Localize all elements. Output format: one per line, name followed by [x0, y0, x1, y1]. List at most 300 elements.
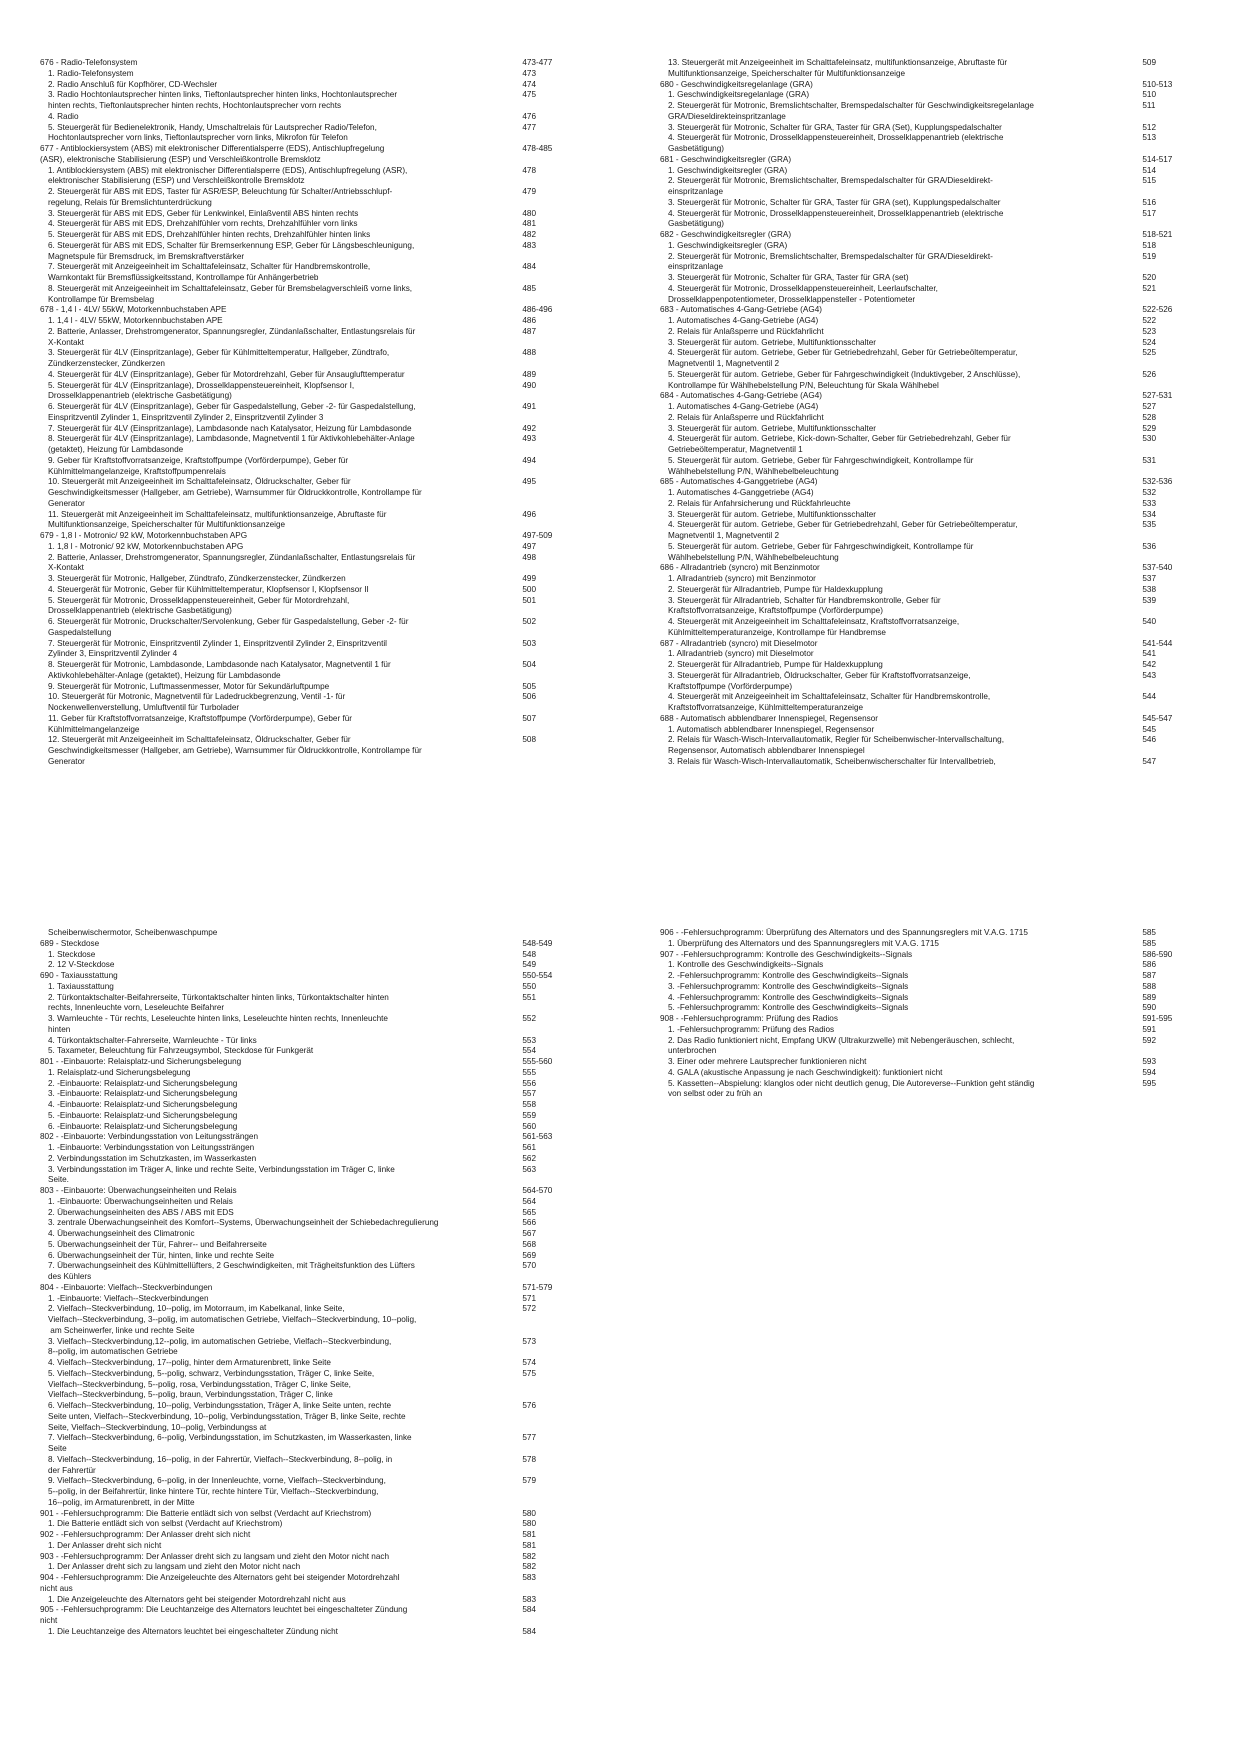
entry-page-range: 561-563 — [522, 1132, 553, 1142]
entry-page-range: 573 — [522, 1336, 537, 1346]
entry-title: 4. Vielfach--Steckverbindung, 17--polig, hinter dem Armaturenbrett, linke Seite — [48, 1358, 331, 1367]
entry-title: 9. Geber für Kraftstoffvorratsanzeige, Kraftstoffpumpe (Vorförderpumpe), Geber für Kühlmittelmangelanzeige, Kraftstoffpumpenrelais — [48, 455, 349, 476]
index-sub-entry — [40, 639, 580, 661]
entry-title: 2. Verbindungsstation im Schutzkasten, im Wasserkasten — [48, 1153, 257, 1163]
index-sub-entry — [40, 982, 580, 993]
entry-page-range: 571-579 — [522, 1282, 553, 1292]
entry-page-range: 531 — [1142, 455, 1157, 465]
entry-title: 2. Das Radio funktioniert nicht, Empfang UKW (Ultrakurzwelle) mit Nebengeräuschen, schlecht, unterbrochen — [668, 1035, 1015, 1056]
index-sub-entry — [40, 80, 580, 91]
entry-page-range: 574 — [522, 1358, 537, 1367]
index-sub-entry — [40, 1562, 580, 1573]
entry-title: 2. Steuergerät für Motronic, Bremslichtschalter, Bremspedalschalter für Geschwindigkeitsregelanlage GRA/Dieseldirekteinspritzanlage — [668, 101, 1034, 121]
entry-page-range: 556 — [522, 1078, 537, 1088]
entry-title: 3. Verbindungsstation im Träger A, linke und rechte Seite, Verbindungsstation im Träger C, linke Seite. — [48, 1164, 395, 1185]
entry-page-range: 477 — [522, 122, 537, 132]
entry-title: 3. -Einbauorte: Relaisplatz-und Sicherungsbelegung — [48, 1089, 238, 1099]
entry-title: 2. -Fehlersuchprogramm: Kontrolle des Geschwindigkeits--Signals — [668, 971, 909, 980]
entry-title: 903 - -Fehlersuchprogramm: Der Anlasser dreht sich zu langsam und zieht den Motor nicht nach — [40, 1551, 390, 1561]
entry-title: 2. -Einbauorte: Relaisplatz-und Sicherungsbelegung — [48, 1078, 238, 1088]
entry-title: 2. Batterie, Anlasser, Drehstromgenerator, Spannungsregler, Zündanlaßschalter, Entlastungsrelais für X-Kontakt — [48, 326, 416, 347]
entry-page-range: 488 — [522, 348, 537, 358]
index-sub-entry — [660, 348, 1200, 370]
entry-page-range: 542 — [1142, 660, 1157, 669]
entry-page-range: 579 — [522, 1476, 537, 1486]
entry-title: 4. GALA (akustische Anpassung je nach Geschwindigkeit): funktioniert nicht — [668, 1067, 943, 1077]
index-sub-entry — [40, 370, 580, 381]
index-sub-entry — [40, 1519, 580, 1530]
entry-title: 3. Steuergerät für ABS mit EDS, Geber für Lenkwinkel, Einlaßventil ABS hinten rechts — [48, 208, 359, 218]
index-sub-entry — [660, 413, 1200, 424]
index-sub-entry — [40, 1079, 580, 1090]
entry-title: 5. Taxameter, Beleuchtung für Fahrzeugsymbol, Steckdose für Funkgerät — [48, 1046, 314, 1056]
entry-page-range: 522 — [1142, 316, 1157, 325]
entry-page-range: 586 — [1142, 960, 1157, 970]
entry-page-range: 575 — [522, 1368, 537, 1378]
entry-title: 4. Türkontaktschalter-Fahrerseite, Warnleuchte - Tür links — [48, 1035, 257, 1045]
entry-page-range: 484 — [522, 262, 537, 272]
entry-title: 5. Überwachungseinheit der Tür, Fahrer-- und Beifahrerseite — [48, 1239, 267, 1249]
entry-title: 1. Der Anlasser dreht sich zu langsam und zieht den Motor nicht nach — [48, 1562, 301, 1572]
index-sub-entry — [40, 402, 580, 424]
entry-page-range: 514-517 — [1142, 154, 1173, 164]
index-section-entry — [40, 144, 580, 166]
index-sub-entry — [660, 402, 1200, 413]
index-sub-entry — [660, 542, 1200, 564]
entry-title: 1. Automatisches 4-Ganggetriebe (AG4) — [668, 488, 814, 497]
entry-page-range: 586-590 — [1142, 949, 1173, 959]
entry-page-range: 529 — [1142, 423, 1157, 433]
entry-page-range: 584 — [522, 1605, 536, 1615]
index-section-entry — [660, 477, 1200, 488]
entry-page-range: 532-536 — [1142, 477, 1173, 487]
index-section-entry — [40, 1573, 580, 1595]
index-sub-entry — [40, 1229, 580, 1240]
entry-title: 1. 1,4 l - 4LV/ 55kW, Motorkennbuchstaben APE — [48, 316, 223, 325]
index-section-entry — [660, 391, 1200, 402]
index-sub-entry — [660, 1025, 1200, 1036]
entry-title: 2. Relais für Anlaßsperre und Rückfahrlicht — [668, 412, 824, 422]
entry-page-range: 494 — [522, 455, 537, 465]
entry-title: 1. Überprüfung des Alternators und des Spannungsreglers mit V.A.G. 1715 — [668, 938, 939, 948]
entry-title: 686 - Allradantrieb (syncro) mit Benzinmotor — [660, 563, 820, 573]
index-sub-entry — [660, 692, 1200, 714]
entry-page-range: 528 — [1142, 412, 1157, 422]
entry-title: 685 - Automatisches 4-Ganggetriebe (AG4) — [660, 477, 818, 487]
entry-page-range: 591-595 — [1142, 1014, 1173, 1023]
entry-title: 4. Radio — [48, 111, 79, 121]
entry-page-range: 580 — [522, 1508, 536, 1518]
entry-title: 4. -Einbauorte: Relaisplatz-und Sicherungsbelegung — [48, 1100, 238, 1109]
entry-page-range: 535 — [1142, 520, 1157, 530]
entry-page-range: 493 — [522, 434, 537, 444]
entry-title: 2. Relais für Wasch-Wisch-Intervallautomatik, Regler für Scheibenwischer-Intervallschaltung, Regensensor, Automatisch abblendbarer Innenspiegel — [668, 735, 1004, 755]
index-sub-entry — [660, 1057, 1200, 1068]
index-sub-entry — [660, 58, 1200, 80]
entry-page-range: 482 — [522, 230, 537, 239]
entry-page-range: 536 — [1142, 541, 1157, 551]
entry-title: 3. Radio Hochtonlautsprecher hinten links, Tieftonlautsprecher hinten links, Hochtonlautsprecher hinten rechts, Tieftonlautsprecher hinten rechts, Hochtonlautsprecher vorn rechts — [48, 90, 398, 110]
entry-title: 3. Steuergerät für Allradantrieb, Öldruckschalter, Geber für Kraftstoffvorratsanzeige, Kraftstoffpumpe (Vorförderpumpe) — [668, 670, 971, 691]
index-sub-entry — [660, 520, 1200, 542]
entry-title: 906 - -Fehlersuchprogramm: Überprüfung des Alternators und des Spannungsreglers mit V.A.G. 1715 — [660, 928, 1028, 937]
index-sub-entry — [40, 1143, 580, 1154]
entry-page-range: 568 — [522, 1239, 537, 1249]
entry-page-range: 525 — [1142, 348, 1157, 358]
index-section-entry — [660, 928, 1200, 939]
entry-title: 3. zentrale Überwachungseinheit des Komfort--Systems, Überwachungseinheit der Schiebedachregulierung — [48, 1218, 439, 1228]
entry-title: 4. Steuergerät mit Anzeigeeinheit im Schalttafeleinsatz, Kraftstoffvorratsanzeige, Kühlmitteltemperaturanzeige, Kontrollampe für Handbremse — [668, 617, 960, 637]
index-sub-entry — [660, 1036, 1200, 1058]
index-sub-entry — [40, 456, 580, 478]
entry-title: 3. Steuergerät für autom. Getriebe, Multifunktionsschalter — [668, 337, 876, 347]
index-section-entry — [660, 305, 1200, 316]
entry-title: 10. Steuergerät mit Anzeigeeinheit im Schalttafeleinsatz, Öldruckschalter, Geber für Geschwindigkeitsmesser (Hallgeber, am Getriebe), Warnsummer für Öldruckkontrolle, Kontrollampe für Generator — [48, 477, 422, 508]
entry-title: 11. Geber für Kraftstoffvorratsanzeige, Kraftstoffpumpe (Vorförderpumpe), Geber für Kühlmittelmangelanzeige — [48, 713, 352, 734]
entry-page-range: 538 — [1142, 584, 1157, 594]
index-sub-entry — [660, 660, 1200, 671]
index-sub-entry — [40, 960, 580, 971]
entry-title: 8. Vielfach--Steckverbindung, 16--polig, in der Fahrertür, Vielfach--Steckverbindung, 8--polig, in der Fahrertür — [48, 1454, 393, 1475]
index-section-entry — [40, 58, 580, 69]
entry-page-range: 476 — [522, 111, 537, 121]
entry-page-range: 502 — [522, 617, 537, 626]
entry-page-range: 497 — [522, 541, 537, 551]
index-sub-entry — [40, 692, 580, 714]
entry-page-range: 474 — [522, 79, 537, 89]
entry-title: 8. Steuergerät für 4LV (Einspritzanlage), Lambdasonde, Magnetventil 1 für Aktivkohlebehälter-Anlage (getaktet), Heizung für Lambdasonde — [48, 434, 415, 454]
entry-page-range: 513 — [1142, 133, 1157, 143]
entry-page-range: 499 — [522, 574, 537, 583]
entry-page-range: 522-526 — [1142, 305, 1173, 315]
index-sub-entry — [660, 456, 1200, 478]
entry-title: 4. -Fehlersuchprogramm: Kontrolle des Geschwindigkeits--Signals — [668, 992, 909, 1002]
entry-page-range: 564-570 — [522, 1186, 553, 1195]
index-sub-entry — [40, 1036, 580, 1047]
entry-page-range: 500 — [522, 584, 537, 594]
entry-page-range: 540 — [1142, 617, 1157, 626]
entry-title: 1. Automatisches 4-Gang-Getriebe (AG4) — [668, 316, 819, 325]
index-sub-entry — [660, 370, 1200, 392]
entry-title: 7. Überwachungseinheit des Kühlmittellüfters, 2 Geschwindigkeiten, mit Trägheitsfunktion des Lüfters des Kühlers — [48, 1261, 415, 1281]
entry-title: 2. Relais für Anfahrsicherung und Rückfahrleuchte — [668, 498, 851, 508]
index-sub-entry — [660, 982, 1200, 993]
entry-page-range: 496 — [522, 509, 537, 519]
index-sub-entry — [40, 993, 580, 1015]
entry-title: 3. Steuergerät für autom. Getriebe, Multifunktionsschalter — [668, 423, 876, 433]
entry-title: 3. Relais für Wasch-Wisch-Intervallautomatik, Scheibenwischerschalter für Intervallbetrieb, — [668, 756, 996, 766]
top-right-column — [660, 58, 1200, 768]
entry-page-range: 569 — [522, 1250, 537, 1260]
entry-title: 1. Geschwindigkeitsregler (GRA) — [668, 165, 788, 175]
index-sub-entry — [40, 230, 580, 241]
entry-page-range: 562 — [522, 1153, 537, 1163]
index-sub-entry — [40, 1401, 580, 1433]
entry-page-range: 548 — [522, 949, 537, 959]
index-sub-entry — [40, 187, 580, 209]
index-sub-entry — [660, 939, 1200, 950]
entry-page-range: 581 — [522, 1530, 536, 1539]
entry-page-range: 585 — [1142, 928, 1156, 937]
entry-page-range: 514 — [1142, 165, 1157, 175]
entry-page-range: 578 — [522, 1454, 537, 1464]
entry-title: 1. Die Anzeigeleuchte des Alternators geht bei steigender Motordrehzahl nicht aus — [48, 1594, 346, 1604]
index-sub-entry — [40, 123, 580, 145]
entry-page-range: 572 — [522, 1304, 537, 1314]
entry-title: 681 - Geschwindigkeitsregler (GRA) — [660, 154, 792, 164]
entry-page-range: 546 — [1142, 735, 1157, 745]
index-sub-entry — [40, 1541, 580, 1552]
entry-title: 13. Steuergerät mit Anzeigeeinheit im Schalttafeleinsatz, multifunktionsanzeige, Abruftaste für Multifunktionsanzeige, Speicherschalter für Multifunktionsanzeige — [668, 58, 1008, 78]
index-sub-entry — [40, 1304, 580, 1336]
entry-page-range: 503 — [522, 638, 537, 648]
entry-page-range: 576 — [522, 1401, 537, 1410]
entry-page-range: 558 — [522, 1100, 537, 1109]
entry-title: 4. Steuergerät für autom. Getriebe, Kick-down-Schalter, Geber für Getriebedrehzahl, Geber für Getriebeöltemperatur, Magnetventil 1 — [668, 434, 1011, 454]
index-sub-entry — [660, 510, 1200, 521]
entry-page-range: 581 — [522, 1540, 537, 1550]
entry-title: 5. -Einbauorte: Relaisplatz-und Sicherungsbelegung — [48, 1110, 238, 1120]
index-sub-entry — [660, 671, 1200, 693]
index-sub-entry — [40, 316, 580, 327]
index-sub-entry — [40, 1595, 580, 1606]
entry-title: 6. Steuergerät für 4LV (Einspritzanlage), Geber für Gaspedalstellung, Geber -2- für Gaspedalstellung, Einspritzventil Zylinder 1, Einspritzventil Zylinder 2, Einspritzventil Zylinder 3 — [48, 402, 416, 422]
entry-page-range: 521 — [1142, 283, 1157, 293]
entry-title: 683 - Automatisches 4-Gang-Getriebe (AG4) — [660, 305, 823, 315]
entry-title: 1. Allradantrieb (syncro) mit Benzinmotor — [668, 574, 816, 583]
entry-page-range: 561 — [522, 1143, 537, 1152]
entry-title: 688 - Automatisch abblendbarer Innenspiegel, Regensensor — [660, 713, 879, 723]
entry-title: 905 - -Fehlersuchprogramm: Die Leuchtanzeige des Alternators leuchtet bei eingeschalteter Zündung nicht — [40, 1605, 408, 1625]
entry-page-range: 560 — [522, 1121, 537, 1131]
entry-page-range: 551 — [522, 992, 537, 1002]
entry-title: 1. Automatisch abblendbarer Innenspiegel, Regensensor — [668, 724, 875, 734]
entry-page-range: 530 — [1142, 434, 1157, 444]
entry-title: 9. Vielfach--Steckverbindung, 6--polig, in der Innenleuchte, vorne, Vielfach--Steckverbindung, 5--polig, in der Beifahrertür, linke hintere Tür, rechte hintere Tür, Vielfach--Steckverbindung, 16--polig, im Armaturenbrett, in der Mitte — [48, 1476, 386, 1507]
entry-page-range: 582 — [522, 1562, 537, 1572]
entry-page-range: 515 — [1142, 176, 1157, 186]
index-sub-entry — [40, 682, 580, 693]
entry-title: 687 - Allradantrieb (syncro) mit Dieselmotor — [660, 638, 818, 648]
entry-title: 678 - 1,4 l - 4LV/ 55kW, Motorkennbuchstaben APE — [40, 305, 227, 315]
index-sub-entry — [660, 166, 1200, 177]
entry-page-range: 588 — [1142, 981, 1157, 991]
entry-title: 8. Steuergerät mit Anzeigeeinheit im Schalttafeleinsatz, Geber für Bremsbelagverschleiß vorne links, Kontrollampe für Bremsbelag — [48, 283, 413, 304]
entry-page-range: 498 — [522, 552, 537, 562]
index-sub-entry — [40, 928, 580, 939]
entry-page-range: 589 — [1142, 992, 1157, 1002]
index-section-entry — [660, 563, 1200, 574]
entry-page-range: 587 — [1142, 971, 1157, 980]
entry-title: 9. Steuergerät für Motronic, Luftmassenmesser, Motor für Sekundärluftpumpe — [48, 681, 330, 691]
index-page-bottom — [0, 928, 1239, 1718]
index-sub-entry — [660, 241, 1200, 252]
entry-page-range: 548-549 — [522, 938, 553, 948]
index-sub-entry — [660, 971, 1200, 982]
index-sub-entry — [660, 960, 1200, 971]
index-sub-entry — [40, 510, 580, 532]
entry-page-range: 563 — [522, 1164, 537, 1174]
entry-page-range: 534 — [1142, 509, 1157, 519]
index-sub-entry — [40, 166, 580, 188]
index-sub-entry — [40, 1476, 580, 1508]
entry-page-range: 526 — [1142, 369, 1157, 379]
entry-title: Scheibenwischermotor, Scheibenwaschpumpe — [48, 928, 218, 937]
index-sub-entry — [40, 1433, 580, 1455]
index-section-entry — [40, 1132, 580, 1143]
index-sub-entry — [660, 1003, 1200, 1014]
entry-title: 4. Steuergerät für autom. Getriebe, Geber für Getriebedrehzahl, Geber für Getriebeöltemperatur, Magnetventil 1, Magnetventil 2 — [668, 348, 1018, 368]
entry-page-range: 571 — [522, 1293, 537, 1303]
entry-page-range: 537-540 — [1142, 563, 1173, 573]
index-section-entry — [40, 1530, 580, 1541]
entry-title: 5. Steuergerät für Bedienelektronik, Handy, Umschaltrelais für Lautsprecher Radio/Telefon, Hochtonlautsprecher vorn links, Tieftonlautsprecher vorn links, Mikrofon für Telefon — [48, 122, 377, 143]
index-section-entry — [660, 639, 1200, 650]
entry-page-range: 527 — [1142, 402, 1157, 411]
entry-page-range: 519 — [1142, 251, 1157, 261]
index-sub-entry — [660, 757, 1200, 768]
index-sub-entry — [660, 617, 1200, 639]
entry-title: 1. Automatisches 4-Gang-Getriebe (AG4) — [668, 402, 819, 411]
entry-title: 1. -Einbauorte: Überwachungseinheiten und Relais — [48, 1196, 233, 1206]
entry-title: 1. Geschwindigkeitsregler (GRA) — [668, 240, 788, 250]
entry-page-range — [522, 928, 580, 939]
entry-title: 11. Steuergerät mit Anzeigeeinheit im Schalttafeleinsatz, multifunktionsanzeige, Abruftaste für Multifunktionsanzeige, Speicherschalter für Multifunktionsanzeige — [48, 509, 387, 530]
entry-page-range: 541 — [1142, 649, 1157, 659]
entry-title: 3. Warnleuchte - Tür rechts, Leseleuchte hinten links, Leseleuchte hinten rechts, Innenleuchte hinten — [48, 1014, 388, 1034]
entry-page-range: 557 — [522, 1089, 537, 1099]
entry-page-range: 518-521 — [1142, 230, 1173, 239]
index-sub-entry — [40, 1154, 580, 1165]
entry-title: 679 - 1,8 l - Motronic/ 92 kW, Motorkennbuchstaben APG — [40, 531, 248, 540]
index-sub-entry — [40, 1208, 580, 1219]
index-sub-entry — [40, 1046, 580, 1057]
entry-title: 3. Steuergerät für Motronic, Schalter für GRA, Taster für GRA (Set), Kupplungspedalschalter — [668, 122, 1002, 132]
index-sub-entry — [660, 725, 1200, 736]
index-sub-entry — [40, 327, 580, 349]
entry-page-range: 489 — [522, 369, 537, 379]
index-sub-entry — [40, 1251, 580, 1262]
entry-page-range: 585 — [1142, 938, 1157, 948]
entry-page-range: 517 — [1142, 208, 1157, 218]
index-sub-entry — [40, 284, 580, 306]
entry-title: 2. Steuergerät für Motronic, Bremslichtschalter, Bremspedalschalter für GRA/Dieseldirekt- einspritzanlage — [668, 251, 993, 272]
entry-page-range: 516 — [1142, 197, 1157, 207]
entry-page-range: 510-513 — [1142, 79, 1173, 89]
entry-title: 3. Vielfach--Steckverbindung,12--polig, im automatischen Getriebe, Vielfach--Steckverbindung, 8--polig, im automatischen Getriebe — [48, 1336, 392, 1357]
index-sub-entry — [40, 585, 580, 596]
entry-title: 1. Antiblockiersystem (ABS) mit elektronischer Differentialsperre (EDS), Antischlupfregelung (ASR), elektronischer Stabilisierung (ESP) und Verschleißkontrolle Bremsklotz — [48, 165, 408, 186]
entry-title: 802 - -Einbauorte: Verbindungsstation von Leitungssträngen — [40, 1132, 259, 1142]
entry-title: 5. Kassetten--Abspielung: klanglos oder nicht deutlich genug, Die Autoreverse--Funktion geht ständig von selbst oder zu früh an — [668, 1078, 1035, 1099]
entry-page-range: 479 — [522, 187, 537, 196]
entry-title: 5. Steuergerät für autom. Getriebe, Geber für Fahrgeschwindigkeit, Kontrollampe für Wählhebelstellung P/N, Wählhebelbeleuchtung — [668, 455, 974, 476]
entry-page-range: 552 — [522, 1014, 537, 1023]
entry-page-range: 594 — [1142, 1067, 1157, 1077]
entry-page-range: 505 — [522, 681, 537, 691]
entry-page-range: 486 — [522, 316, 537, 325]
entry-title: 3. Steuergerät für Allradantrieb, Schalter für Handbremskontrolle, Geber für Kraftstoffvorratsanzeige, Kraftstoffpumpe (Vorförderpumpe) — [668, 595, 941, 616]
index-sub-entry — [40, 69, 580, 80]
entry-title: 2. Steuergerät für ABS mit EDS, Taster für ASR/ESP, Beleuchtung für Schalter/Antriebsschlupf- regelung, Relais für Bremslichtunterdrückung — [48, 187, 393, 207]
entry-title: 2. Steuergerät für Allradantrieb, Pumpe für Haldexkupplung — [668, 660, 883, 669]
index-sub-entry — [40, 1337, 580, 1359]
entry-title: 680 - Geschwindigkeitsregelanlage (GRA) — [660, 79, 813, 89]
entry-title: 6. Steuergerät für Motronic, Druckschalter/Servolenkung, Geber für Gaspedalstellung, Geber -2- für Gaspedalstellung — [48, 617, 409, 637]
entry-title: 3. Steuergerät für autom. Getriebe, Multifunktionsschalter — [668, 509, 876, 519]
entry-page-range: 577 — [522, 1433, 537, 1443]
entry-page-range: 543 — [1142, 670, 1157, 680]
index-sub-entry — [40, 1240, 580, 1251]
entry-title: 3. Steuergerät für Motronic, Hallgeber, Zündtrafo, Zündkerzenstecker, Zündkerzen — [48, 574, 346, 583]
entry-page-range: 554 — [522, 1046, 537, 1056]
entry-title: 1. Kontrolle des Geschwindigkeits--Signals — [668, 960, 824, 970]
index-sub-entry — [40, 381, 580, 403]
index-sub-entry — [660, 574, 1200, 585]
entry-title: 6. Überwachungseinheit der Tür, hinten, linke und rechte Seite — [48, 1250, 275, 1260]
bottom-left-column — [40, 928, 580, 1638]
entry-page-range: 483 — [522, 240, 537, 250]
index-sub-entry — [660, 596, 1200, 618]
entry-page-range: 564 — [522, 1196, 537, 1206]
entry-page-range: 544 — [1142, 692, 1157, 702]
entry-title: 8. Steuergerät für Motronic, Lambdasonde, Lambdasonde nach Katalysator, Magnetventil 1 für Aktivkohlebehälter-Anlage (getaktet), Heizung für Lambdasonde — [48, 660, 391, 680]
index-section-entry — [40, 531, 580, 542]
index-sub-entry — [660, 488, 1200, 499]
index-sub-entry — [40, 1111, 580, 1122]
entry-title: 7. Vielfach--Steckverbindung, 6--polig, Verbindungsstation, im Schutzkasten, im Wasserkasten, linke Seite — [48, 1433, 412, 1453]
entry-page-range: 473-477 — [522, 58, 553, 67]
entry-title: 4. Steuergerät mit Anzeigeeinheit im Schalttafeleinsatz, Schalter für Handbremskontrolle, Kraftstoffvorratsanzeige, Kühlmitteltemperaturanzeige — [668, 692, 991, 712]
entry-page-range: 555 — [522, 1067, 537, 1077]
index-sub-entry — [40, 596, 580, 618]
entry-title: 2. Batterie, Anlasser, Drehstromgenerator, Spannungsregler, Zündanlaßschalter, Entlastungsrelais für X-Kontakt — [48, 552, 416, 573]
entry-page-range: 518 — [1142, 240, 1157, 250]
index-sub-entry — [660, 338, 1200, 349]
bottom-right-column — [660, 928, 1200, 1100]
entry-page-range: 504 — [522, 660, 537, 669]
index-sub-entry — [660, 316, 1200, 327]
entry-page-range: 487 — [522, 326, 537, 336]
index-sub-entry — [40, 950, 580, 961]
entry-title: 1. -Einbauorte: Verbindungsstation von Leitungssträngen — [48, 1143, 255, 1152]
index-sub-entry — [40, 1627, 580, 1638]
entry-page-range: 495 — [522, 477, 537, 487]
index-section-entry — [40, 1283, 580, 1294]
entry-page-range: 545 — [1142, 724, 1157, 734]
index-sub-entry — [660, 133, 1200, 155]
index-section-entry — [40, 1509, 580, 1520]
entry-page-range: 580 — [522, 1519, 537, 1529]
index-sub-entry — [40, 219, 580, 230]
entry-page-range: 584 — [522, 1626, 537, 1636]
index-sub-entry — [40, 1122, 580, 1133]
entry-page-range: 507 — [522, 713, 537, 723]
entry-page-range: 550 — [522, 981, 537, 991]
entry-title: 7. Steuergerät für Motronic, Einspritzventil Zylinder 1, Einspritzventil Zylinder 2, Einspritzventil Zylinder 3, Einspritzventil Zylinder 4 — [48, 638, 388, 659]
entry-title: 3. Steuergerät für 4LV (Einspritzanlage), Geber für Kühlmitteltemperatur, Hallgeber, Zündtrafo, Zündkerzenstecker, Zündkerzen — [48, 348, 390, 368]
entry-page-range: 524 — [1142, 337, 1157, 347]
entry-title: 1. Steckdose — [48, 949, 96, 959]
entry-page-range: 501 — [522, 595, 537, 605]
index-sub-entry — [660, 993, 1200, 1004]
index-section-entry — [660, 80, 1200, 91]
entry-title: 6. Vielfach--Steckverbindung, 10--polig, Verbindungsstation, Träger A, linke Seite unten, rechte Seite unten, Vielfach--Steckverbindung, 10--polig, Verbindungsstation, Träger B, linke Seite, rechte Seite, Vielfach--Steckverbindung, 10--polig, Verbindungss at — [48, 1401, 406, 1432]
entry-title: 804 - -Einbauorte: Vielfach--Steckverbindungen — [40, 1282, 213, 1292]
entry-title: 7. Steuergerät mit Anzeigeeinheit im Schalttafeleinsatz, Schalter für Handbremskontrolle, Warnkontakt für Bremsflüssigkeitsstand, Kontrollampe für Anhängerbetrieb — [48, 262, 371, 282]
entry-title: 5. Steuergerät für autom. Getriebe, Geber für Fahrgeschwindigkeit (Induktivgeber, 2 Anschlüsse), Kontrollampe für Wählhebelstellung P/N, Beleuchtung für Skala Wählhebel — [668, 369, 1021, 390]
index-section-entry — [40, 1605, 580, 1627]
